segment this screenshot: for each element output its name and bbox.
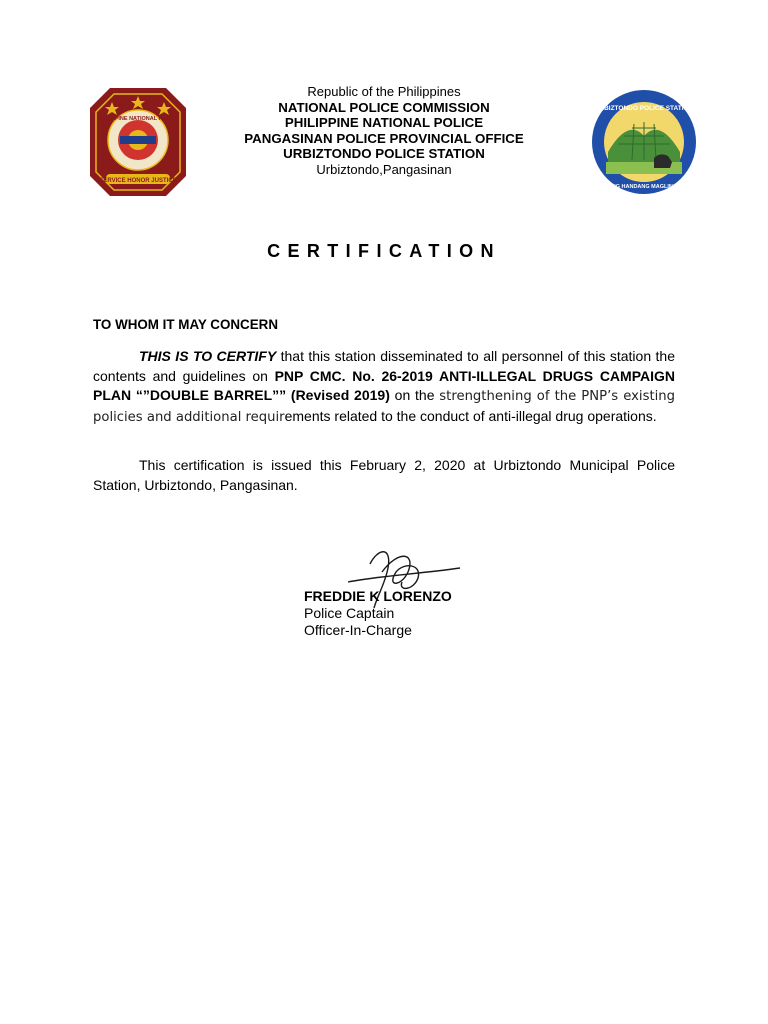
paragraph1-text3: strengthening of the PNP’s existing policies and additional requir (93, 389, 676, 425)
paragraph2-text: This certification is issued this February 2, 2020 at Urbiztondo Municipal Police Station, Urbiztondo, Pangasinan. (93, 457, 675, 493)
svg-text:PHILIPPINE NATIONAL POLICE: PHILIPPINE NATIONAL POLICE (97, 116, 179, 122)
document-title: CERTIFICATION (267, 241, 501, 261)
issuance-paragraph (93, 456, 675, 495)
memorandum-reference: PNP CMC. No. 26-2019 ANTI-ILLEGAL DRUGS CAMPAIGN PLAN “”DOUBLE BARREL”” (Revised 2019) (93, 367, 675, 404)
signatory-position: Officer-In-Charge (304, 622, 412, 638)
pnp-seal-logo (90, 88, 186, 196)
signatory-rank: Police Captain (304, 605, 395, 621)
certification-paragraph (93, 347, 675, 427)
signatory-block (304, 588, 452, 639)
letterhead-line-3: PHILIPPINE NATIONAL POLICE (284, 115, 484, 131)
letterhead (210, 84, 558, 178)
signatory-name: FREDDIE K LORENZO (304, 588, 452, 604)
paragraph1-text1: that this station disseminated to all personnel of this station the contents and guidelines on (93, 348, 675, 384)
letterhead-line-6: Urbiztondo,Pangasinan (316, 161, 452, 177)
station-seal-logo (588, 88, 700, 196)
svg-text:SERVICE HONOR JUSTICE: SERVICE HONOR JUSTICE (99, 178, 177, 184)
letterhead-line-4: PANGASINAN POLICE PROVINCIAL OFFICE (244, 130, 524, 146)
svg-text:URBIZTONDO POLICE STATION: URBIZTONDO POLICE STATION (594, 105, 694, 112)
paragraph1-text4: ements related to the conduct of anti-illegal drug operations. (284, 407, 657, 424)
salutation: TO WHOM IT MAY CONCERN (93, 317, 278, 332)
letterhead-line-5: URBIZTONDO POLICE STATION (283, 146, 485, 162)
paragraph1-text2: on the (389, 387, 440, 404)
letterhead-line-1: Republic of the Philippines (307, 84, 461, 99)
certify-lead: THIS IS TO CERTIFY (139, 348, 277, 364)
svg-text:LAGING HANDANG MAGLINGKOD: LAGING HANDANG MAGLINGKOD (598, 184, 690, 190)
letterhead-line-2: NATIONAL POLICE COMMISSION (278, 99, 490, 115)
